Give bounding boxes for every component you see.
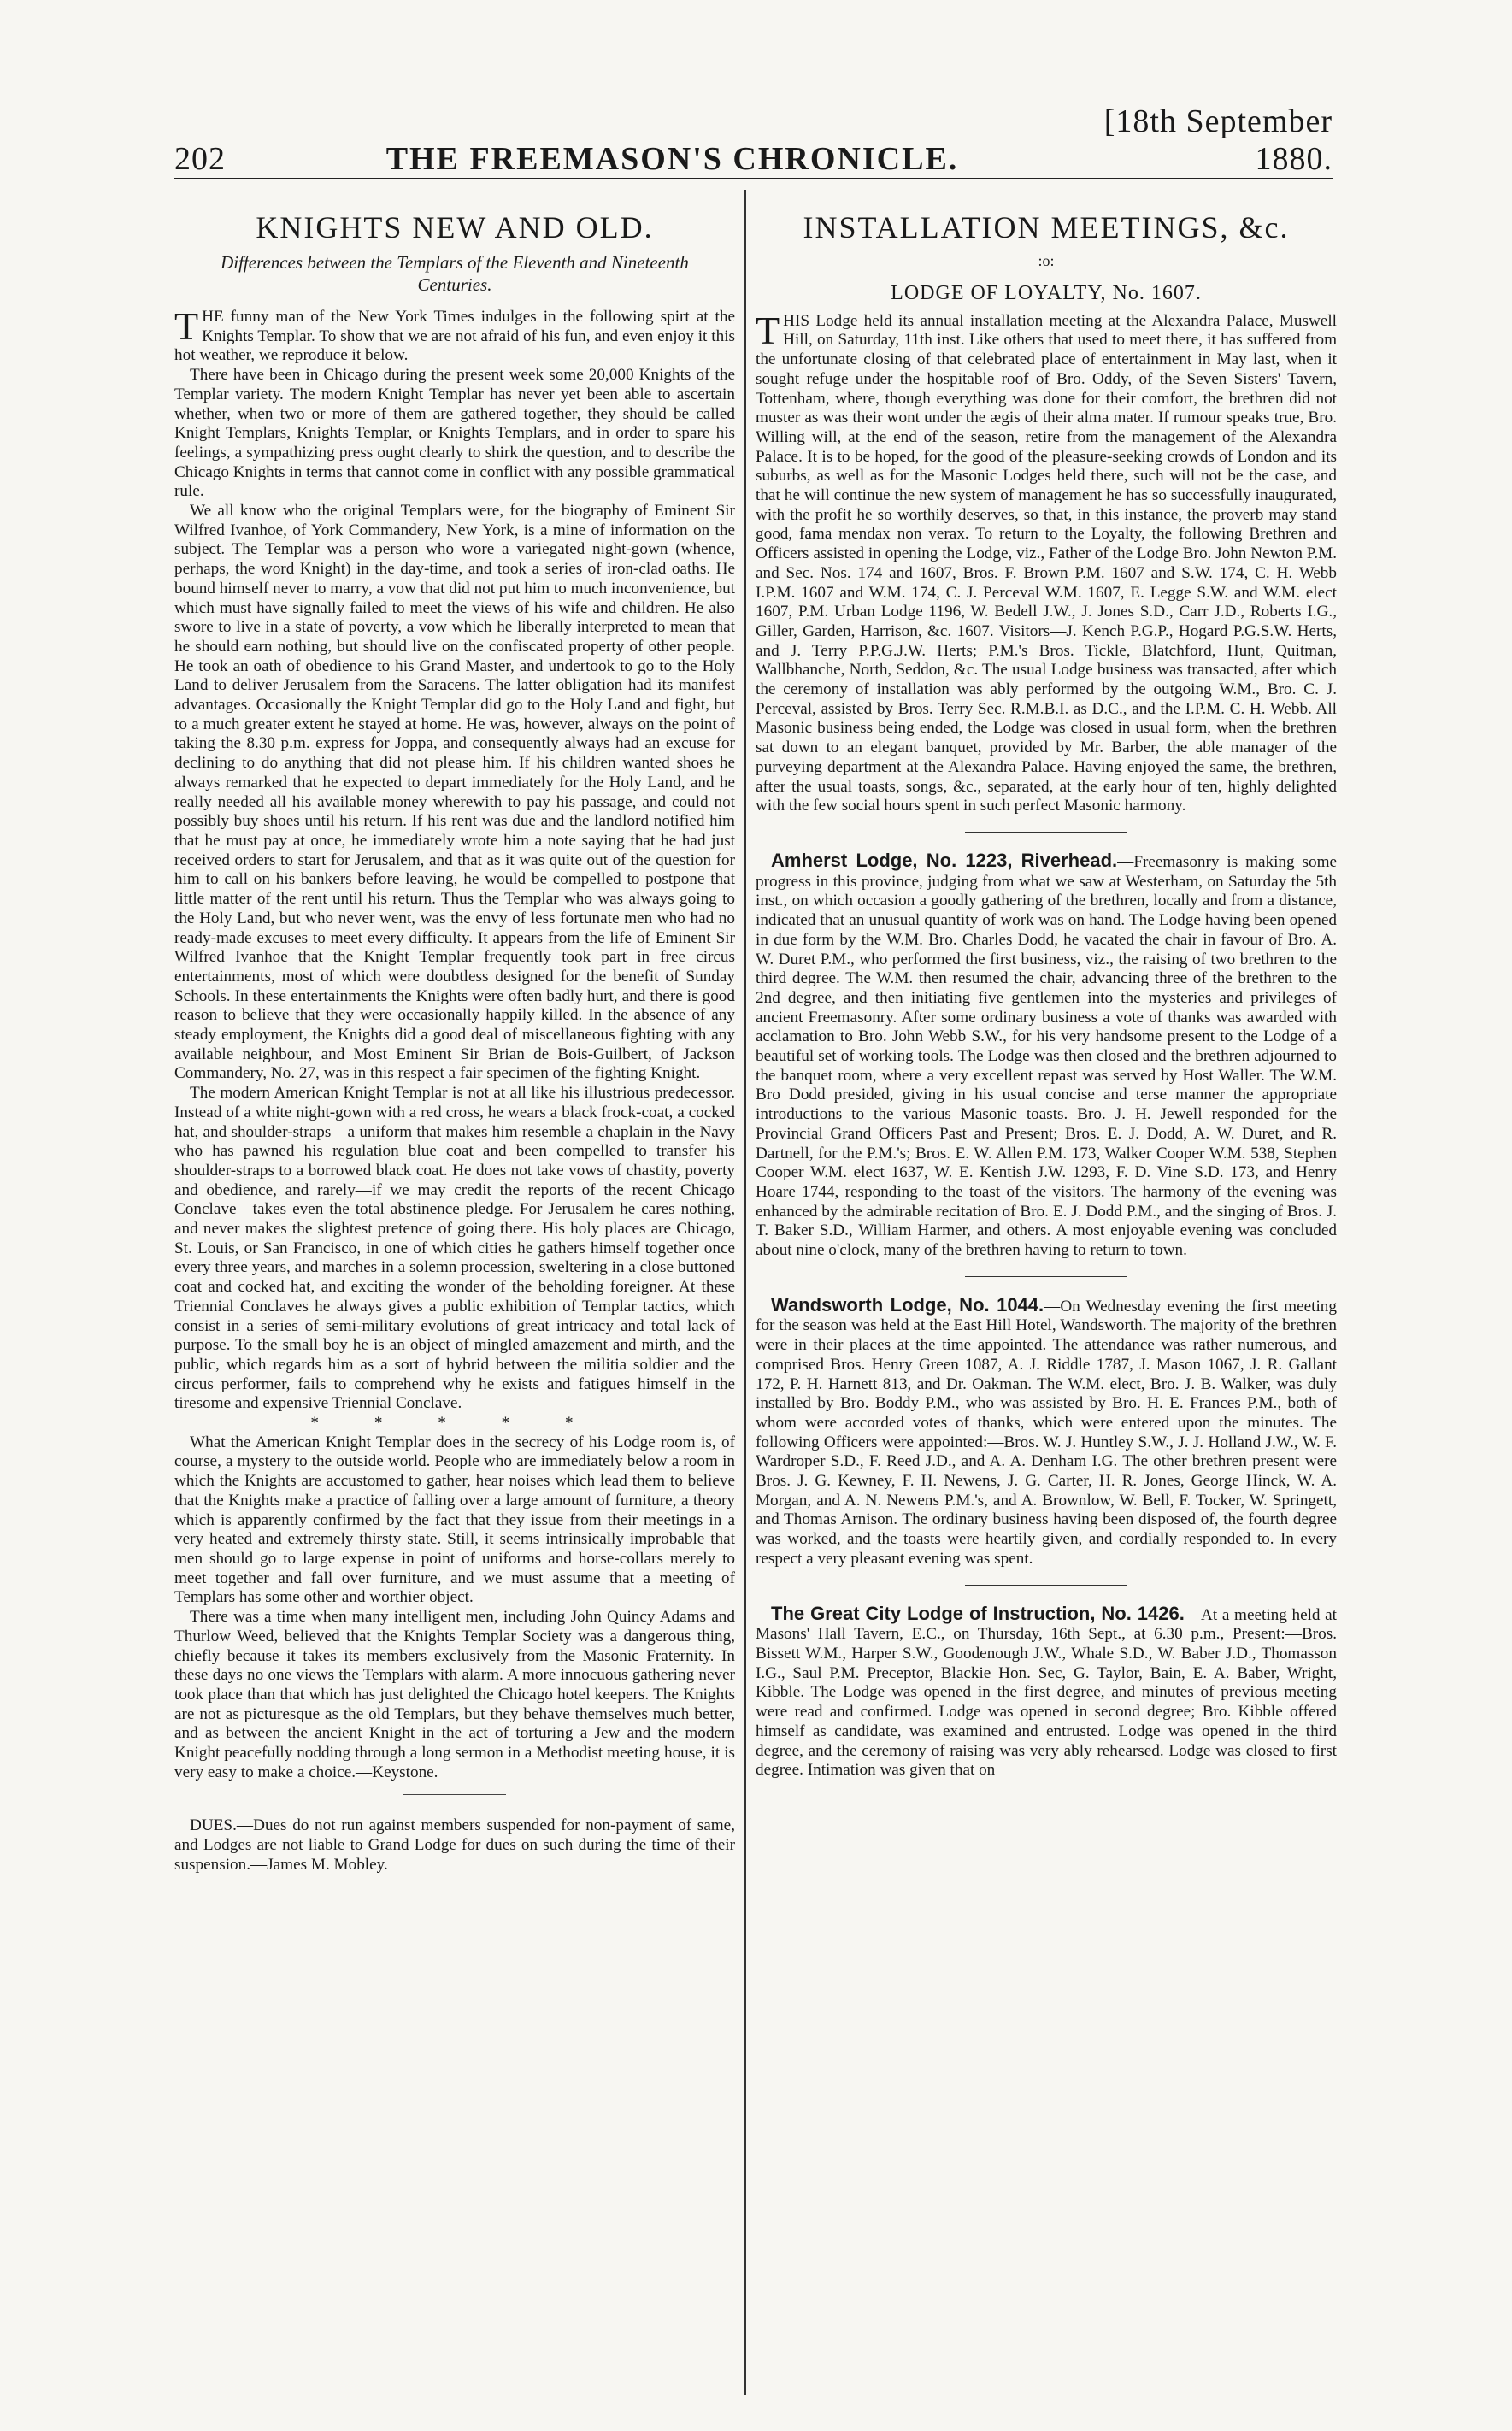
section-divider — [965, 832, 1127, 833]
lodge-heading: Amherst Lodge, No. 1223, Riverhead. — [771, 849, 1118, 871]
article-paragraph: There have been in Chicago during the present week some 20,000 Knights of the Templar variety. The modern Knight Templar has never yet been able to ascertain whether, when two or more of them are gathered together, they should be called Knight Templars, Knights Templar, or Knights Templars, and in order to spare his feelings, a sympathizing press ought clearly to shirk the question, and to describe the Chicago Knights in terms that cannot come in conflict with any possible grammatical rule. — [174, 366, 735, 501]
column-divider — [744, 190, 746, 2395]
section-divider — [965, 1276, 1127, 1277]
section-title: INSTALLATION MEETINGS, &c. — [803, 210, 1290, 244]
section-stars: * * * * * — [310, 1414, 599, 1433]
lodge-report: THIS Lodge held its annual installation meeting at the Alexandra Palace, Muswell Hill, on Saturday, 11th inst. Like others that used to meet there, it has suffered from the unfortunate closing of that celebrated place of entertainment in May last, when it sought refuge under the hospitable roof of Bro. Oddy, of the Seven Sisters' Tavern, Tottenham, where, though everything was done for their comfort, the brethren did not muster as was their wont under the ægis of their alma mater. If rumour speaks true, Bro. Willing will, at the end of the season, retire from the management of the Alexandra Palace. It is to be hoped, for the good of the pleasure-seeking crowds of London and its suburbs, as well as for the Masonic Lodges held there, such will not be the case, and that he will continue the new system of management he has so successfully inaugurated, with the profit he so worthily deserves, so that, in this instance, the proverb may stand good, fama mendax non verax. To return to the Loyalty, the following Brethren and Officers assisted in opening the Lodge, viz., Father of the Lodge Bro. John Newton P.M. and Sec. Nos. 174 and 1607, Bros. F. Brown P.M. 1607 and S.W. 174, C. H. Webb I.P.M. 1607 and W.M. 174, C. J. Perceval W.M. 1607, E. Legge S.W. and W.M. elect 1607, P.M. Urban Lodge 1196, W. Bedell J.W., J. Jones S.D., Carr J.D., Roberts I.G., Giller, Garden, Harrison, &c. 1607. Visitors—J. Kench P.G.P., Hogard P.G.S.W. Herts, and J. Terry P.P.G.J.W. Herts; P.M.'s Bros. Tickle, Blatchford, Hunt, Quitman, Wallbhanche, North, Seddon, &c. The usual Lodge business was transacted, after which the ceremony of installation was ably performed by the outgoing W.M., Bro. C. J. Perceval, assisted by Bros. Terry Sec. R.M.B.I. as D.C., and the I.P.M. C. H. Webb. All Masonic business being ended, the Lodge was closed in usual form, when the brethren sat down to an elegant banquet, provided by Mr. Barber, the able manager of the purveying department at the Alexandra Palace. Having enjoyed the same, the brethren, after the usual toasts, songs, &c., separated, at the early hour of ten, highly delighted with the few social hours spent in such perfect Masonic harmony. — [756, 308, 1337, 815]
article-subtitle: Differences between the Templars of the Eleventh and Nineteenth Centuries. — [221, 252, 689, 295]
article-paragraph: There was a time when many intelligent men, including John Quincy Adams and Thurlow Weed, believed that the Knights Templar Society was a dangerous thing, chiefly because it takes its members exclusively from the Masonic Fraternity. In these days no one views the Templars with alarm. A more innocuous gathering never took place than that which has just delighted the Chicago hotel keepers. The Knights are not as picturesque as the old Templars, but they behave themselves much better, and as between the ancient Knight in the act of torturing a Jew and the modern Knight peacefully nodding through a long sermon in a Methodist meeting house, it is very easy to make a choice.—Keystone. — [174, 1608, 735, 1781]
article-title: KNIGHTS NEW AND OLD. — [256, 210, 654, 244]
right-column — [756, 197, 1337, 1786]
article-paragraph: What the American Knight Templar does in the secrecy of his Lodge room is, of course, a mystery to the outside world. People who are immediately below a room in which the Knights are accustomed to gather, hear noises which lead them to believe that the Knights make a practice of falling over a large amount of furniture, a theory which is apparently confirmed by the fact that they issue from their meetings in a very heated and extremely thirsty state. Still, it seems intrinsically improbable that men should go to large expense in point of uniforms and horse-collars merely to meet together and fall over furniture, and we must assume that a meeting of Templars has some other and worthier object. — [174, 1433, 735, 1607]
lodge-title: LODGE OF LOYALTY, No. 1607. — [891, 281, 1202, 304]
article-paragraph: We all know who the original Templars were, for the biography of Eminent Sir Wilfred Ivanhoe, of York Commandery, New York, is a mine of information on the subject. The Templar was a person who wore a variegated night-gown (whence, perhaps, the word Knight) in the day-time, and took a series of iron-clad oaths. He bound himself never to marry, a vow that did not put him to much inconvenience, but which must have signally failed to meet the views of his wife and children. He also swore to live in a state of poverty, a vow which he liberally interpreted to mean that he should earn nothing, but should live on the confiscated property of other people. He took an oath of obedience to his Grand Master, and undertook to go to the Holy Land to deliver Jerusalem from the Saracens. The latter obligation had its manifest advantages. Occasionally the Knight Templar did go to the Holy Land and fight, but to a much greater extent he stayed at home. He was, however, always on the point of taking the 8.30 p.m. express for Joppa, and consequently always had an excuse for declining to do anything that did not please him. If his children wanted shoes he always remarked that he expected to depart immediately for the Holy Land, and he really needed all his available money wherewith to pay his passage, and could not possibly buy shoes until his return. If his rent was due and the landlord notified him that he must pay at once, he immediately wrote him a note saying that he had just received orders to start for Jerusalem, and that as it was quite out of the question for him to call on his bankers before leaving, he would be compelled to postpone that little matter of the rent until his return. Thus the Templar who was always going to the Holy Land, but who never went, was the envy of less fortunate men who had no ready-made excuses to meet every difficulty. It appears from the life of Eminent Sir Wilfred Ivanhoe that the Knight Templar frequently took part in free circus entertainments, most of which were doubtless designed for the benefit of Sunday Schools. In these entertainments the Knights were often badly hurt, and there is good reason to believe that they were occasionally happily killed. In the absence of any steady employment, the Knights did a good deal of miscellaneous fighting with any available neighbour, and Most Eminent Sir Brian de Bois-Guilbert, of Jackson Commandery, No. 27, was in this respect a fair specimen of the fighting Knight. — [174, 502, 735, 1083]
left-column — [174, 197, 735, 1875]
publication-title: THE FREEMASON'S CHRONICLE. — [385, 141, 959, 177]
section-divider — [965, 1585, 1127, 1586]
issue-date: [18th September 1880. — [1103, 103, 1333, 177]
lodge-report: Wandsworth Lodge, No. 1044.—On Wednesday evening the first meeting for the season was held at the East Hill Hotel, Wandsworth. The majority of the brethren were in their places at the time appointed. The attendance was rather numerous, and comprised Bros. Henry Green 1087, A. J. Riddle 1787, J. Mason 1067, J. R. Gallant 172, P. H. Harnett 813, and Dr. Oakman. The W.M. elect, Bro. J. B. Walker, was duly installed by Bro. Boddy P.M., who was assisted by Bro. H. E. Frances P.M., both of whom were accorded votes of thanks, which were entered upon the minutes. The following Officers were appointed:—Bros. W. J. Huntley S.W., J. J. Holland J.W., W. F. Wardroper S.D., F. Reed J.D., and A. A. Denham I.G. The other brethren present were Bros. J. G. Kewney, F. H. Newens, J. G. Carter, H. R. Jones, George Hinck, W. A. Morgan, and A. N. Newens P.M.'s, and A. Brownlow, W. Bell, F. Tocker, W. Springett, and Thomas Arnison. The ordinary business having been disposed of, the fourth degree was worked, and the toasts were heartily given, and cordially responded to. In every respect a very pleasant evening was spent. — [756, 1293, 1337, 1568]
lodge-heading: The Great City Lodge of Instruction, No. 1426. — [771, 1602, 1185, 1624]
page-header — [174, 103, 1333, 180]
lodge-heading: Wandsworth Lodge, No. 1044. — [771, 1293, 1044, 1316]
title-separator: —:o:— — [1022, 252, 1070, 269]
drop-cap: T — [174, 304, 199, 348]
ornament-divider — [403, 1794, 506, 1804]
lodge-report: The Great City Lodge of Instruction, No. 1426.—At a meeting held at Masons' Hall Tavern, E.C., on Thursday, 16th Sept., at 6.30 p.m., Present:—Bros. Bissett W.M., Harper S.W., Goodenough J.W., Whale S.D., W. Baber J.D., Thomasson I.G., Saul P.M. Preceptor, Blackie Hon. Sec, G. Taylor, Bain, E. A. Baber, Wright, Kibble. The Lodge was opened in the first degree, and minutes of previous meeting were read and confirmed. Lodge was opened in second degree; Bro. Kibble offered himself as candidate, was examined and entrusted. Lodge was opened in the third degree, and the ceremony of raising was very ably rehearsed. Lodge was closed to first degree. Intimation was given that on — [756, 1602, 1337, 1780]
article-paragraph: The modern American Knight Templar is not at all like his illustrious predecessor. Instead of a white night-gown with a red cross, he wears a black frock-coat, a cocked hat, and shoulder-straps—a uniform that makes him resemble a chaplain in the Navy who has pawned his regulation blue coat and been compelled to transfer his shoulder-straps to a borrowed black coat. He does not take vows of chastity, poverty and obedience, and rarely—if we may credit the reports of the recent Chicago Conclave—takes even the total abstinence pledge. For Jerusalem he cares nothing, and never makes the slightest pretence of going there. His holy places are Chicago, St. Louis, or San Francisco, in one of which cities he gathers himself together once every three years, and marches in a solemn procession, sweltering in a close buttoned coat and cocked hat, and exciting the wonder of the beholding foreigner. At these Triennial Conclaves he always gives a public exhibition of Templar tactics, which consist in a series of semi-military evolutions of great intricacy and total lack of purpose. To the small boy he is an object of mingled amazement and mirth, and the public, which regards him as a sort of hybrid between the militia soldier and the circus performer, fails to comprehend why he exists and fatigues himself in the tiresome and expensive Triennial Conclave. — [174, 1084, 735, 1413]
drop-cap: T — [756, 308, 780, 352]
page-number: 202 — [174, 141, 226, 177]
article-paragraph: THE funny man of the New York Times indulges in the following spirt at the Knights Templar. To show that we are not afraid of his fun, and even enjoy it this hot weather, we reproduce it below. — [174, 304, 735, 365]
lodge-report: Amherst Lodge, No. 1223, Riverhead.—Freemasonry is making some progress in this province, judging from what we saw at Westerham, on Saturday the 5th inst., on which occasion a goodly gathering of the brethren, locally and from a distance, indicated that an unusual quantity of work was on hand. The Lodge having been opened in due form by the W.M. Bro. Charles Dodd, he vacated the chair in favour of Bro. A. W. Duret P.M., who performed the first business, viz., the raising of two brethren to the third degree. The W.M. then resumed the chair, advancing three of the brethren to the 2nd degree, and then initiating five gentlemen into the mysteries and privileges of ancient Freemasonry. After some ordinary business a vote of thanks was awarded with acclamation to Bro. John Webb S.W., for his very handsome present to the Lodge of a beautiful set of working tools. The Lodge was then closed and the brethren adjourned to the banquet room, where a very excellent repast was served by Host Waller. The W.M. Bro Dodd presided, giving in his usual concise and terse manner the appropriate introductions to the various Masonic toasts. Bro. J. H. Jewell responded for the Provincial Grand Officers Past and Present; Bros. E. J. Dodd, A. W. Duret, and R. Dartnell, for the P.M.'s; Bros. E. W. Allen P.M. 173, Walker Cooper W.M. 538, Stephen Cooper W.M. elect 1637, W. E. Kentish J.W. 1293, F. D. Vine S.D. 173, and Henry Hoare 1744, responding to the toast of the visitors. The harmony of the evening was enhanced by the admirable recitation of Bro. E. J. Dodd P.M., and the singing of Bros. J. T. Baker S.D., William Harmer, and others. A most enjoyable evening was concluded about nine o'clock, many of the brethren having to return to town. — [756, 849, 1338, 1260]
dues-note: DUES.—Dues do not run against members suspended for non-payment of same, and Lodges are not liable to Grand Lodge for dues on such during the time of their suspension.—James M. Mobley. — [174, 1816, 735, 1874]
